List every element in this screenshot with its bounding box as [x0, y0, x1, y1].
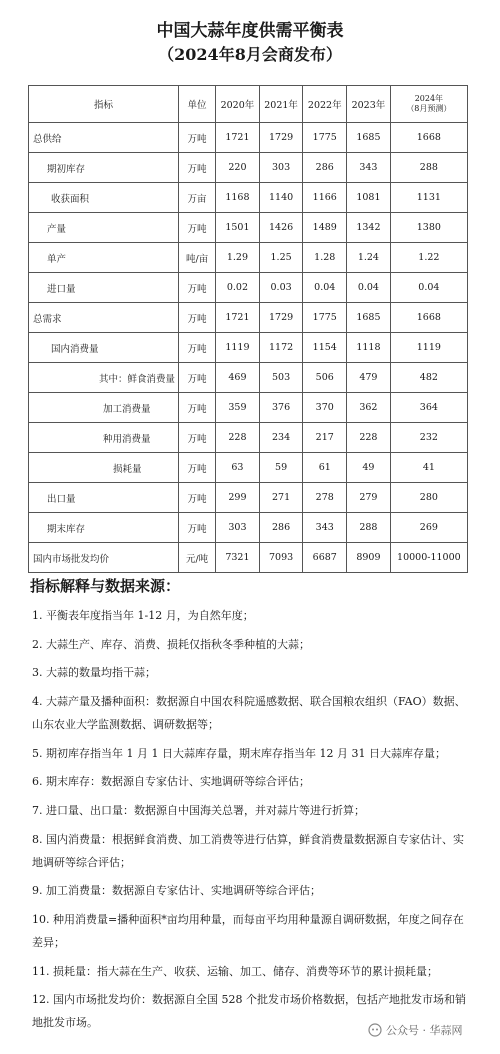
row-unit: 万吨: [179, 423, 216, 453]
balance-table: [28, 85, 468, 573]
row-unit: 万吨: [179, 213, 216, 243]
row-value: 228: [216, 423, 260, 453]
row-unit: 万吨: [179, 483, 216, 513]
row-value: 61: [303, 453, 347, 483]
row-value: 0.04: [347, 273, 391, 303]
row-value: 1426: [259, 213, 303, 243]
row-indicator: 其中：鲜食消费量: [29, 363, 179, 393]
row-value: 1119: [216, 333, 260, 363]
row-unit: 万吨: [179, 453, 216, 483]
row-value: 299: [216, 483, 260, 513]
table-row: [29, 333, 468, 363]
note-item: 2. 大蒜生产、库存、消费、损耗仅指秋冬季种植的大蒜；: [32, 637, 310, 651]
row-indicator: 期初库存: [29, 153, 179, 183]
row-value: 1.25: [259, 243, 303, 273]
table-row: [29, 273, 468, 303]
row-value: 370: [303, 393, 347, 423]
note-item: 10. 种用消费量=播种面积*亩均用种量，而每亩平均用种量源自调研数据，年度之间存在差异；: [32, 913, 464, 949]
header-unit: 单位: [179, 86, 216, 123]
row-value: 1380: [390, 213, 467, 243]
row-value: 1501: [216, 213, 260, 243]
row-value: 1721: [216, 303, 260, 333]
row-unit: 万吨: [179, 153, 216, 183]
row-indicator: 种用消费量: [29, 423, 179, 453]
row-indicator: 收获面积: [29, 183, 179, 213]
row-value: 0.04: [303, 273, 347, 303]
row-value: 479: [347, 363, 391, 393]
header-2023: 2023年: [347, 86, 391, 123]
row-value: 7093: [259, 543, 303, 573]
header-2024-forecast: （8月预测）: [406, 104, 452, 113]
row-value: 280: [390, 483, 467, 513]
row-value: 1729: [259, 303, 303, 333]
row-value: 1118: [347, 333, 391, 363]
row-indicator: 总供给: [29, 123, 179, 153]
table-row: [29, 363, 468, 393]
row-value: 0.04: [390, 273, 467, 303]
note-item: 8. 国内消费量：根据鲜食消费、加工消费等进行估算，鲜食消费量数据源自专家估计、实地调研等综合评估；: [32, 832, 464, 869]
row-value: 288: [347, 513, 391, 543]
row-value: 278: [303, 483, 347, 513]
row-value: 1.29: [216, 243, 260, 273]
header-2024-year: 2024年: [414, 94, 444, 103]
row-value: 482: [390, 363, 467, 393]
row-indicator: 单产: [29, 243, 179, 273]
row-value: 6687: [303, 543, 347, 573]
row-value: 8909: [347, 543, 391, 573]
document-title: 中国大蒜年度供需平衡表: [156, 21, 344, 41]
row-value: 343: [303, 513, 347, 543]
row-indicator: 进口量: [29, 273, 179, 303]
row-value: 0.02: [216, 273, 260, 303]
row-value: 220: [216, 153, 260, 183]
row-indicator: 加工消费量: [29, 393, 179, 423]
row-value: 376: [259, 393, 303, 423]
row-value: 362: [347, 393, 391, 423]
note-item: 11. 损耗量：指大蒜在生产、收获、运输、加工、储存、消费等环节的累计损耗量；: [32, 964, 438, 978]
row-value: 1172: [259, 333, 303, 363]
notes-heading: 指标解释与数据来源：: [30, 577, 181, 595]
row-value: 0.03: [259, 273, 303, 303]
row-value: 288: [390, 153, 467, 183]
table-row: [29, 243, 468, 273]
row-unit: 万吨: [179, 303, 216, 333]
row-unit: 万吨: [179, 123, 216, 153]
row-value: 1131: [390, 183, 467, 213]
table-row: [29, 543, 468, 573]
wechat-icon: [368, 1023, 382, 1037]
table-row: [29, 123, 468, 153]
row-value: 1166: [303, 183, 347, 213]
row-value: 1154: [303, 333, 347, 363]
table-row: [29, 213, 468, 243]
row-value: 303: [216, 513, 260, 543]
row-value: 217: [303, 423, 347, 453]
table-row: [29, 153, 468, 183]
note-item: 5. 期初库存指当年 1 月 1 日大蒜库存量，期末库存指当年 12 月 31 日大蒜库存量；: [32, 746, 446, 760]
row-value: 41: [390, 453, 467, 483]
note-item: 3. 大蒜的数量均指干蒜；: [32, 666, 156, 680]
row-value: 359: [216, 393, 260, 423]
watermark: [368, 1022, 463, 1038]
row-value: 49: [347, 453, 391, 483]
table-row: [29, 513, 468, 543]
row-value: 1081: [347, 183, 391, 213]
row-value: 303: [259, 153, 303, 183]
row-unit: 万吨: [179, 273, 216, 303]
header-2024: [390, 86, 467, 123]
row-value: 503: [259, 363, 303, 393]
row-indicator: 总需求: [29, 303, 179, 333]
row-unit: 万吨: [179, 513, 216, 543]
note-item: 9. 加工消费量：数据源自专家估计、实地调研等综合评估；: [32, 884, 321, 898]
table-row: [29, 423, 468, 453]
row-value: 286: [303, 153, 347, 183]
row-value: 279: [347, 483, 391, 513]
table-row: [29, 453, 468, 483]
row-value: 469: [216, 363, 260, 393]
row-value: 1685: [347, 123, 391, 153]
header-2022: 2022年: [303, 86, 347, 123]
row-unit: 元/吨: [179, 543, 216, 573]
row-value: 1140: [259, 183, 303, 213]
row-value: 234: [259, 423, 303, 453]
row-value: 343: [347, 153, 391, 183]
row-value: 506: [303, 363, 347, 393]
row-value: 59: [259, 453, 303, 483]
note-item: 12. 国内市场批发均价：数据源自全国 528 个批发市场价格数据，包括产地批发市场和销地批发市场。: [32, 993, 466, 1030]
row-indicator: 期末库存: [29, 513, 179, 543]
row-value: 232: [390, 423, 467, 453]
table-row: [29, 183, 468, 213]
row-value: 286: [259, 513, 303, 543]
row-indicator: 损耗量: [29, 453, 179, 483]
row-value: 1489: [303, 213, 347, 243]
table-row: [29, 393, 468, 423]
row-value: 1.24: [347, 243, 391, 273]
table-header-row: [29, 86, 468, 123]
note-item: 7. 进口量、出口量：数据源自中国海关总署，并对蒜片等进行折算；: [32, 804, 365, 817]
row-value: 1668: [390, 123, 467, 153]
table-row: [29, 303, 468, 333]
row-indicator: 国内消费量: [29, 333, 179, 363]
row-value: 1729: [259, 123, 303, 153]
document-subtitle: （2024年8月会商发布）: [158, 45, 342, 64]
row-indicator: 出口量: [29, 483, 179, 513]
note-item: 4. 大蒜产量及播种面积：数据源自中国农科院遥感数据、联合国粮农组织（FAO）数据、山东农业大学监测数据、调研数据等；: [32, 695, 466, 731]
watermark-text: 公众号 · 华蒜网: [386, 1024, 463, 1037]
row-unit: 万亩: [179, 183, 216, 213]
row-value: 271: [259, 483, 303, 513]
row-value: 269: [390, 513, 467, 543]
row-unit: 万吨: [179, 333, 216, 363]
row-value: 1342: [347, 213, 391, 243]
row-value: 63: [216, 453, 260, 483]
row-value: 1119: [390, 333, 467, 363]
row-unit: 万吨: [179, 393, 216, 423]
row-value: 7321: [216, 543, 260, 573]
row-indicator: 产量: [29, 213, 179, 243]
table-row: [29, 483, 468, 513]
row-value: 1.28: [303, 243, 347, 273]
row-unit: 万吨: [179, 363, 216, 393]
row-value: 1721: [216, 123, 260, 153]
note-item: 6. 期末库存：数据源自专家估计、实地调研等综合评估；: [32, 775, 310, 789]
row-unit: 吨/亩: [179, 243, 216, 273]
row-indicator: 国内市场批发均价: [29, 543, 179, 573]
row-value: 10000-11000: [390, 543, 467, 573]
row-value: 1775: [303, 123, 347, 153]
note-item: 1. 平衡表年度指当年 1-12 月，为自然年度；: [32, 609, 254, 622]
row-value: 1685: [347, 303, 391, 333]
row-value: 228: [347, 423, 391, 453]
header-2020: 2020年: [216, 86, 260, 123]
row-value: 364: [390, 393, 467, 423]
row-value: 1168: [216, 183, 260, 213]
row-value: 1668: [390, 303, 467, 333]
row-value: 1.22: [390, 243, 467, 273]
header-indicator: 指标: [29, 86, 179, 123]
header-2021: 2021年: [259, 86, 303, 123]
row-value: 1775: [303, 303, 347, 333]
